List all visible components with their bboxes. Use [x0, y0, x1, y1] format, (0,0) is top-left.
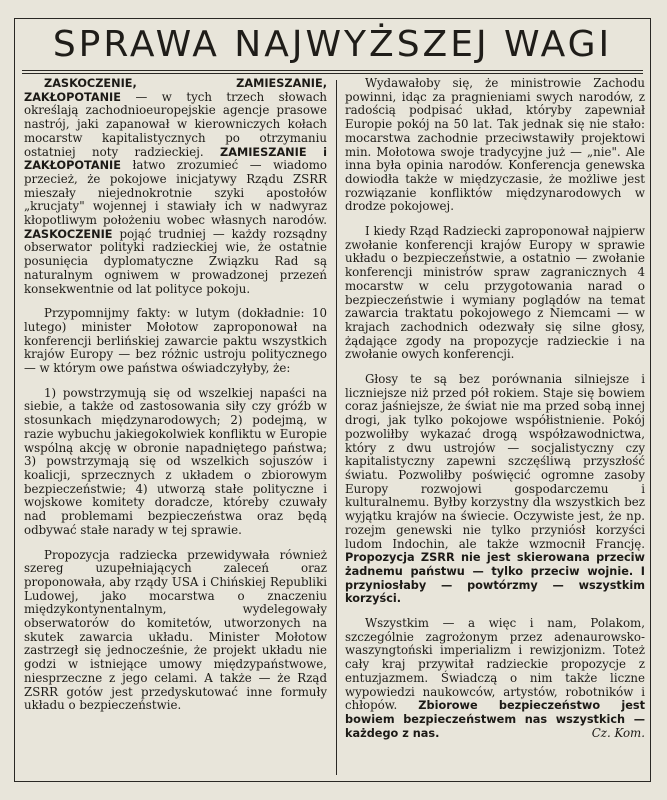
right-paragraph-4: Wszystkim — a więc i nam, Polakom, szczególnie zagrożonym przez adenaurowsko-waszyngtoński imperializm i rewizjonizm. Toteż cały kraj przywitał radzieckie propozycje z entuzjazmem. Świadczą o nim także liczne wypowiedzi naukowców, artystów, robotników i chłopów. Zbiorowe bezpieczeństwo jest bowiem bezpieczeństwem nas wszystkich — każdego z nas. Cz. Kom. — [345, 616, 646, 740]
title-rule-bottom — [22, 73, 643, 74]
left-paragraph-4: Propozycja radziecka przewidywała również szereg uzupełniających zaleceń oraz proponowała, aby rządy USA i Chińskiej Republiki Ludowej, jako mocarstwa o znaczeniu międzykontynentalnym, wydelegowały obserwatorów do komitetów, utworzonych na skutek zawarcia układu. Minister Mołotow zastrzegł się jednocześnie, że projekt układu nie godzi w istniejące umowy międzypaństwowe, niesprzeczne z jego celami. A także — że Rząd ZSRR gotów jest przedyskutować inne formuły układu o bezpieczeństwie. — [24, 547, 327, 713]
right-paragraph-1: Wydawałoby się, że ministrowie Zachodu powinni, idąc za pragnieniami swych narodów, z radością podpisać układ, któryby zapewniał Europie pokój na 50 lat. Tak jednak się nie stało: mocarstwa zachodnie przeciwstawiły projektowi min. Mołotowa swoje tradycyjne już — „nie". Ale inna była opinia narodów. Konferencja genewska dowiodła także w międzyczasie, że możliwe jest rozwiązanie konfliktów międzynarodowych w drodze pokojowej. — [345, 76, 645, 214]
right-paragraph-2: I kiedy Rząd Radziecki zaproponował najpierw zwołanie konferencji krajów Europy w sprawie układu o bezpieczeństwie, a ostatnio — zwołanie konferencji ministrów spraw zagranicznych 4 mocarstw w celu przygotowania narad o bezpieczeństwie i wymiany poglądów na temat zawarcia traktatu pokojowego z Niemcami — w krajach zachodnich odezwały się silne głosy, żądające zgody na propozycje radzieckie i na zwołanie owych konferencji. — [345, 224, 645, 362]
article-title: SPRAWA NAJWYŻSZEJ WAGI — [52, 24, 613, 65]
left-paragraph-2: Przypomnijmy fakty: w lutym (dokładnie: 10 lutego) minister Mołotow zaproponował na konferencji berlińskiej zawarcie paktu wszystkich krajów Europy — bez różnic ustroju politycznego — w którym owe państwa oświadczyłyby, że: — [24, 306, 327, 376]
lead-headline: ZASKOCZENIE, ZAMIESZANIE, ZAKŁOPOTANIE — [24, 77, 327, 104]
left-paragraph-1: ZASKOCZENIE, ZAMIESZANIE, ZAKŁOPOTANIE — w tych trzech słowach określają zachodnioeuropejskie agencje prasowe nastrój, jaki zapanował w kierowniczych kołach mocarstw kapitalistycznych po otrzymaniu ostatniej noty radzieckiej. ZAMIESZANIE i ZAKŁOPOTANIE łatwo zrozumieć — wiadomo przecież, że pokojowe inicjatywy Rządu ZSRR mieszały niejednokrotnie szyki apostołów „krucjaty" wojennej i stawiały ich w nadwyraz kłopotliwym położeniu wobec własnych narodów. ZASKOCZENIE pojąć trudniej — każdy rozsądny obserwator polityki radzieckiej wie, że ostatnie posunięcia dyplomatyczne Związku Rad są naturalnym ogniwem w prowadzonej przezeń konsekwentnie od lat polityce pokoju. — [24, 77, 327, 296]
column-divider — [336, 80, 337, 775]
left-paragraph-3: 1) powstrzymują się od wszelkiej napaści na siebie, a także od zastosowania siły czy gróźb w stosunkach międzynarodowych; 2) podejmą, w razie wybuchu jakiegokolwiek konfliktu w Europie wspólną akcję w obronie napadniętego państwa; 3) powstrzymają się od wszelkich sojuszów i koalicji, sprzecznych z układem o zbiorowym bezpieczeństwie; 4) utworzą stałe polityczne i wojskowe komitety doradcze, któreby czuwały nad problemami bezpieczeństwa oraz będą odbywać stałe narady w tej sprawie. — [24, 385, 327, 537]
right-paragraph-3: Głosy te są bez porównania silniejsze i liczniejsze niż przed pół rokiem. Staje się bowiem coraz jaśniejsze, że świat nie ma przed sobą innej drogi, jak tylko pokojowe współistnienie. Pokój pozwoliłby wykazać drogą współzawodnictwa, który z dwu ustrojów — socjalistyczny czy kapitalistyczny zapewni szczęśliwą przyszłość światu. Pozwoliłby poświęcić ogromne zasoby Europy rozwojowi gospodarczemu i kulturalnemu. Byłby korzystny dla wszystkich bez wyjątku krajów na świecie. Oczywiste jest, że np. rozejm genewski nie tylko przyniósł korzyści ludom Indochin, ale także wzmocnił Francję. Propozycja ZSRR nie jest skierowana przeciw żadnemu państwu — tylko przeciw wojnie. I przyniosłaby — powtórzmy — wszystkim korzyści. — [345, 372, 645, 606]
right-column — [345, 77, 645, 777]
left-column — [24, 77, 327, 777]
title-rule-top — [22, 70, 643, 71]
author-signature: Cz. Kom. — [591, 725, 645, 740]
